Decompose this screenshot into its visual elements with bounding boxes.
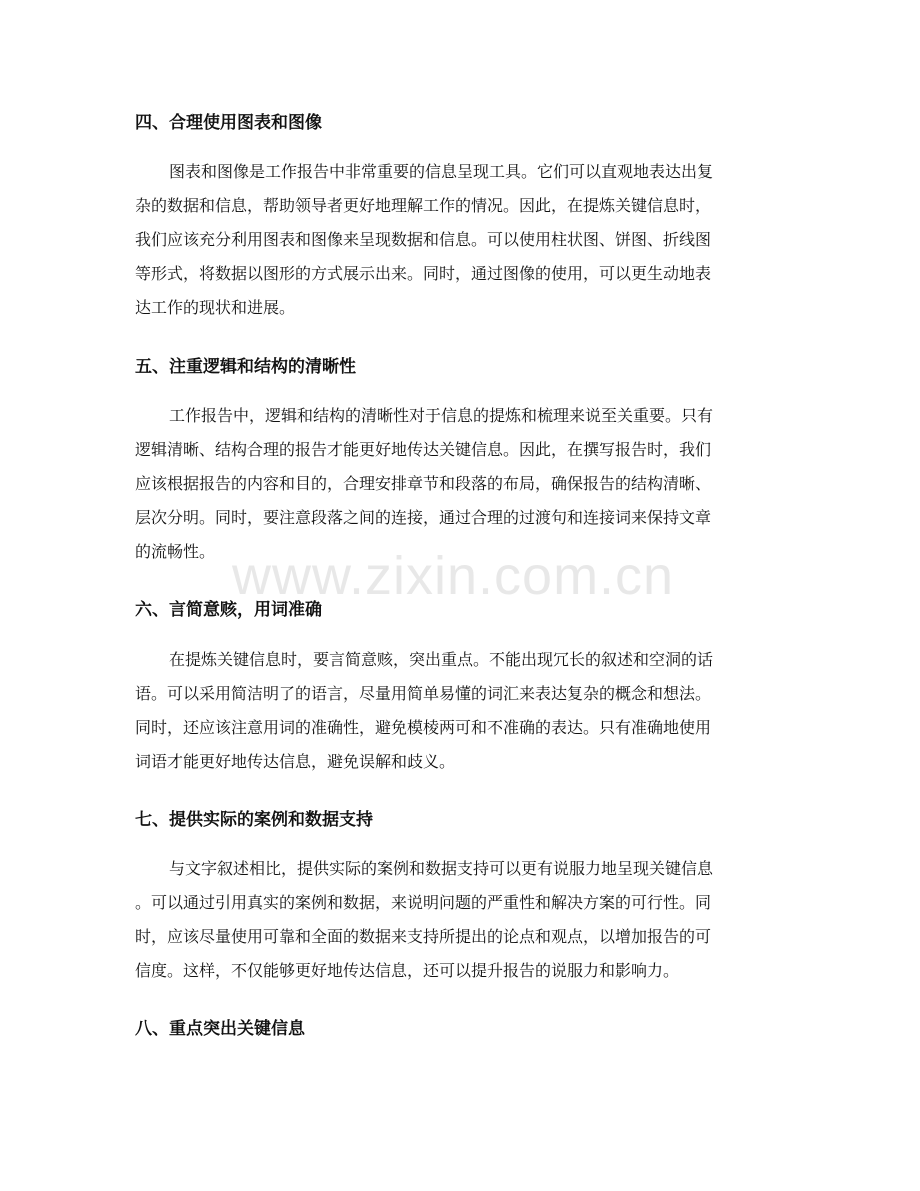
section-heading-8: 八、重点突出关键信息: [135, 1019, 305, 1039]
paragraph-line: 信度。这样，不仅能够更好地传达信息，还可以提升报告的说服力和影响力。: [135, 961, 680, 980]
paragraph-line: 。可以通过引用真实的案例和数据，来说明问题的严重性和解决方案的可行性。同: [135, 893, 712, 912]
paragraph-line: 的流畅性。: [135, 542, 216, 561]
watermark: www.zixin.com.cn: [232, 546, 675, 606]
paragraph-line: 层次分明。同时，要注意段落之间的连接，通过合理的过渡句和连接词来保持文章: [135, 508, 712, 527]
section-heading-4: 四、合理使用图表和图像: [135, 113, 322, 133]
paragraph-line: 等形式，将数据以图形的方式展示出来。同时，通过图像的使用，可以更生动地表: [135, 264, 712, 283]
paragraph-line: 达工作的现状和进展。: [135, 298, 296, 317]
section-heading-6: 六、言简意赅，用词准确: [135, 600, 322, 620]
section-paragraph-6: [135, 643, 787, 779]
paragraph-line: 语。可以采用简洁明了的语言，尽量用简单易懂的词汇来表达复杂的概念和想法。: [135, 684, 712, 703]
paragraph-line: 图表和图像是工作报告中非常重要的信息呈现工具。它们可以直观地表达出复: [169, 162, 714, 181]
section-heading-5: 五、注重逻辑和结构的清晰性: [135, 357, 356, 377]
paragraph-line: 逻辑清晰、结构合理的报告才能更好地传达关键信息。因此，在撰写报告时，我们: [135, 440, 712, 459]
section-paragraph-5: [135, 399, 787, 569]
paragraph-line: 工作报告中，逻辑和结构的清晰性对于信息的提炼和梳理来说至关重要。只有: [169, 406, 714, 425]
paragraph-line: 杂的数据和信息，帮助领导者更好地理解工作的情况。因此，在提炼关键信息时，: [135, 196, 712, 215]
section-heading-7: 七、提供实际的案例和数据支持: [135, 810, 373, 830]
section-paragraph-4: [135, 155, 787, 325]
paragraph-line: 应该根据报告的内容和目的，合理安排章节和段落的布局，确保报告的结构清晰、: [135, 474, 712, 493]
section-paragraph-7: [135, 852, 787, 988]
paragraph-line: 同时，还应该注意用词的准确性，避免模棱两可和不准确的表达。只有准确地使用: [135, 718, 712, 737]
paragraph-line: 时，应该尽量使用可靠和全面的数据来支持所提出的论点和观点，以增加报告的可: [135, 927, 712, 946]
paragraph-line: 在提炼关键信息时，要言简意赅，突出重点。不能出现冗长的叙述和空洞的话: [169, 650, 714, 669]
paragraph-line: 与文字叙述相比，提供实际的案例和数据支持可以更有说服力地呈现关键信息: [169, 859, 714, 878]
paragraph-line: 词语才能更好地传达信息，避免误解和歧义。: [135, 752, 456, 771]
paragraph-line: 我们应该充分利用图表和图像来呈现数据和信息。可以使用柱状图、饼图、折线图: [135, 230, 712, 249]
